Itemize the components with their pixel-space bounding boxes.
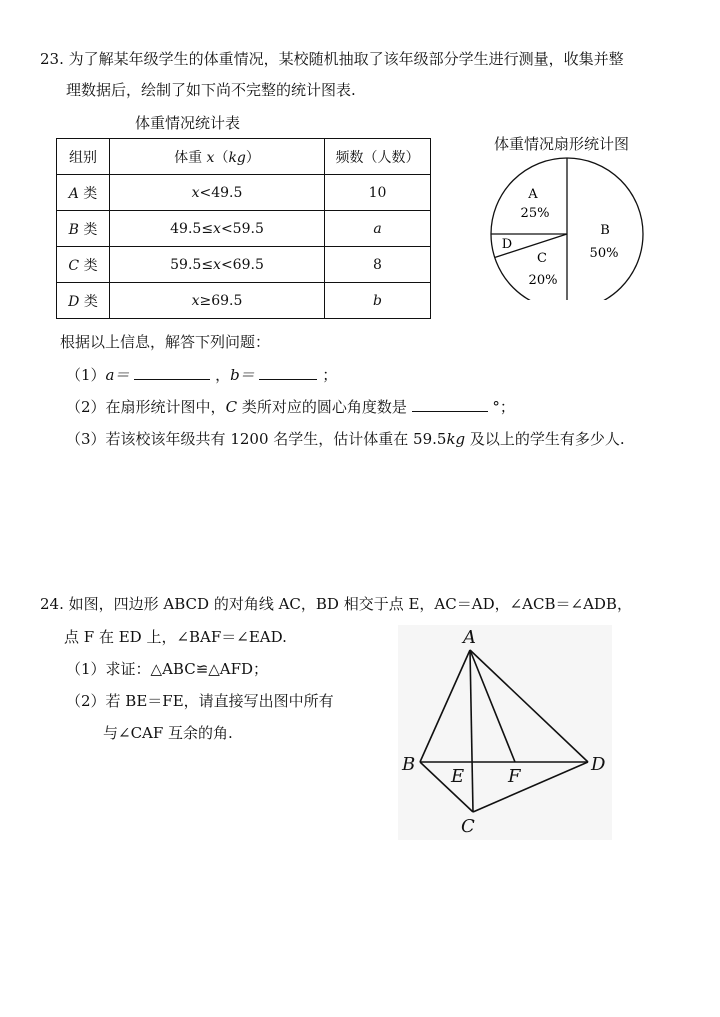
row-group: D 类 [57, 283, 110, 319]
table-row [57, 211, 431, 247]
q23-sub1: （1）a＝ ，b＝ ； [66, 366, 338, 384]
q23-stem-line1 [40, 48, 624, 69]
q24-sub2-line2: 与∠CAF 互余的角. [103, 724, 233, 742]
answer-blank-a[interactable] [134, 365, 210, 380]
row-range: 59.5≤x<69.5 [110, 247, 325, 283]
pie-label-a: A [528, 187, 538, 202]
q23-stem-text1: 为了解某年级学生的体重情况，某校随机抽取了该年级部分学生进行测量，收集并整 [68, 50, 624, 68]
q23-number: 23. [40, 50, 64, 68]
answer-blank-b[interactable] [259, 365, 317, 380]
q24-sub2-line1: （2）若 BE＝FE，请直接写出图中所有 [66, 692, 334, 710]
q23-stem-line2: 理数据后，绘制了如下尚不完整的统计图表. [66, 81, 356, 99]
row-group: A 类 [57, 175, 110, 211]
header-group: 组别 [57, 139, 110, 175]
table-row [57, 247, 431, 283]
weight-stat-table [56, 138, 431, 319]
pie-chart-title: 体重情况扇形统计图 [494, 135, 630, 153]
a-label: a＝ [105, 366, 130, 384]
row-count: 8 [325, 247, 431, 283]
table-title: 体重情况统计表 [135, 114, 241, 132]
answer-blank-angle[interactable] [412, 397, 488, 412]
table-row [57, 283, 431, 319]
row-count: a [325, 211, 431, 247]
pie-pct-a: 25% [520, 206, 550, 221]
point-label-f: F [508, 766, 521, 787]
geometry-figure [398, 625, 612, 840]
pie-pct-c: 20% [528, 273, 558, 288]
q24-stem-text1: 如图，四边形 ABCD 的对角线 AC，BD 相交于点 E，AC＝AD，∠ACB＝∠ADB， [68, 595, 632, 613]
pie-pct-b: 50% [589, 246, 619, 261]
pie-chart [480, 150, 650, 300]
row-group: B 类 [57, 211, 110, 247]
q24-sub1: （1）求证：△ABC≌△AFD； [66, 660, 269, 678]
header-weight: 体重 x（kg） [110, 139, 325, 175]
q23-sub2: （2）在扇形统计图中，C 类所对应的圆心角度数是 °； [66, 398, 515, 416]
point-label-b: B [402, 754, 416, 775]
pie-label-b: B [600, 223, 610, 238]
q23-sub3: （3）若该校该年级共有 1200 名学生，估计体重在 59.5kg 及以上的学生有多少人. [66, 430, 625, 448]
q24-stem-line1 [40, 593, 632, 614]
table-header-row [57, 139, 431, 175]
row-range: x<49.5 [110, 175, 325, 211]
header-count: 频数（人数） [325, 139, 431, 175]
q23-intro: 根据以上信息，解答下列问题： [60, 333, 271, 351]
table-row [57, 175, 431, 211]
row-count: b [325, 283, 431, 319]
point-label-c: C [461, 816, 475, 837]
q24-stem-line2: 点 F 在 ED 上，∠BAF＝∠EAD. [64, 628, 287, 646]
point-label-a: A [463, 627, 476, 648]
row-group: C 类 [57, 247, 110, 283]
pie-label-c: C [537, 251, 547, 266]
row-range: 49.5≤x<59.5 [110, 211, 325, 247]
row-count: 10 [325, 175, 431, 211]
row-range: x≥69.5 [110, 283, 325, 319]
point-label-e: E [451, 766, 465, 787]
q24-number: 24. [40, 595, 64, 613]
pie-label-d: D [501, 237, 513, 252]
point-label-d: D [591, 754, 606, 775]
b-label: b＝ [230, 366, 255, 384]
